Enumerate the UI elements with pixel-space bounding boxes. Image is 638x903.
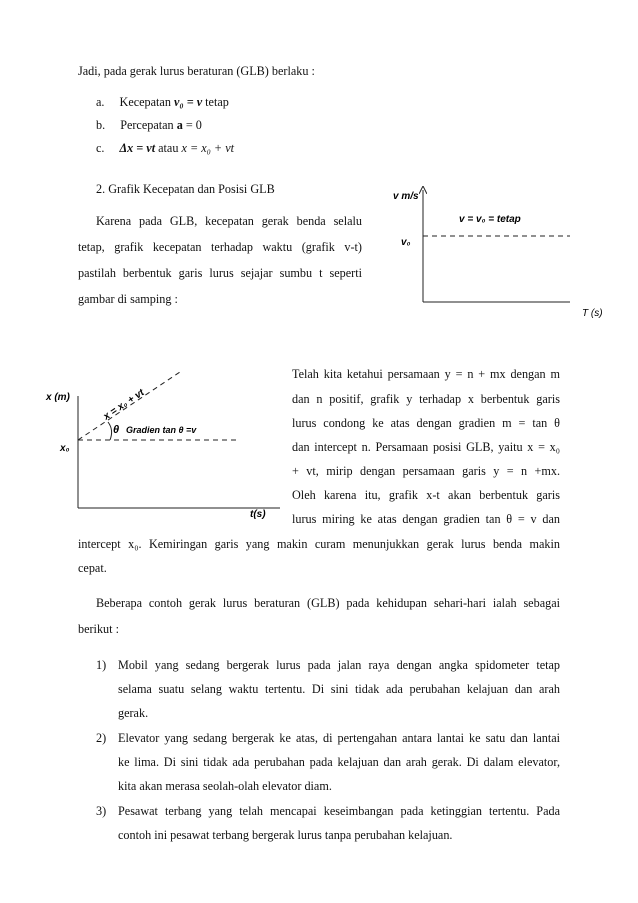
para-line: lurus condong ke atas dengan gradien m = tan θ <box>292 416 560 430</box>
para-line: tetap, grafik kecepatan terhadap waktu (grafik v-t) <box>78 240 362 254</box>
para-line: gambar di samping : <box>78 292 178 306</box>
xt-gradient-label: Gradien tan θ =v <box>126 425 197 435</box>
xt-line-label: x = x₀ + vt <box>101 387 147 423</box>
para-line: dan n positif, grafik y terhadap x berbentuk garis <box>292 392 560 406</box>
vt-x-axis-label: T (s) <box>582 308 603 319</box>
list-item-line: Elevator yang sedang bergerak ke atas, di pertengahan antara lantai ke satu dan lantai <box>118 731 560 745</box>
para-line: Oleh karena itu, grafik x-t akan berbentuk garis <box>292 488 560 502</box>
para-line: Telah kita ketahui persamaan y = n + mx dengan m <box>292 367 560 381</box>
para-line: pastilah berbentuk garis lurus sejajar sumbu t seperti <box>78 266 362 280</box>
prop-marker: a. <box>96 95 105 109</box>
para-line: Karena pada GLB, kecepatan gerak benda selalu <box>96 214 362 228</box>
formula: v₀ = v <box>174 95 203 109</box>
prop-b: b. Percepatan a = 0 <box>96 118 202 132</box>
theta-symbol: θ <box>113 424 120 436</box>
list-marker: 2) <box>96 731 107 745</box>
prop-a: a. Kecepatan v₀ = v tetap <box>96 95 229 109</box>
para-line: berikut : <box>78 622 119 636</box>
list-marker: 3) <box>96 804 107 818</box>
prop-c: c. Δx = vt atau x = x₀ + vt <box>96 141 234 155</box>
prop-marker: b. <box>96 118 106 132</box>
para-line: lurus miring ke atas dengan gradien tan θ = v dan <box>292 512 560 526</box>
xt-y-axis-label: x (m) <box>46 392 70 403</box>
list-marker: 1) <box>96 658 107 672</box>
para-line: + vt, mirip dengan persamaan garis y = n +mx. <box>292 464 560 478</box>
list-item-line: gerak. <box>118 706 149 720</box>
formula: a <box>176 118 183 132</box>
formula: x = x₀ + vt <box>181 141 234 155</box>
list-item-line: selama suatu selang waktu tertentu. Di sini tidak ada perubahan kelajuan dan arah <box>118 682 560 696</box>
theta-arc <box>108 422 112 440</box>
list-item-line: Pesawat terbang yang telah mencapai keseimbangan pada ketinggian tertentu. Pada <box>118 804 560 818</box>
intro-text: Jadi, pada gerak lurus beraturan (GLB) berlaku : <box>78 64 315 78</box>
vt-graph <box>360 178 630 323</box>
vt-y-axis-label: v m/s <box>393 191 419 202</box>
section-title: 2. Grafik Kecepatan dan Posisi GLB <box>96 182 275 196</box>
para-line: intercept x₀. Kemiringan garis yang makin curam menunjukkan gerak lurus benda makin <box>78 537 560 551</box>
list-item-line: contoh ini pesawat terbang bergerak lurus tanpa perubahan kelajuan. <box>118 828 453 842</box>
list-item-line: ke lima. Di sini tidak ada perubahan pada kelajuan dan arah gerak. Di dalam elevator, <box>118 755 560 769</box>
xt-x-axis-label: t(s) <box>250 509 266 520</box>
vt-line-label: v = v₀ = tetap <box>459 214 521 225</box>
list-item-line: Mobil yang sedang bergerak lurus pada jalan raya dengan angka spidometer tetap <box>118 658 560 672</box>
list-item-line: kita akan merasa seolah-olah elevator diam. <box>118 779 332 793</box>
para-line: cepat. <box>78 561 107 575</box>
vt-v0-label: v₀ <box>401 237 411 248</box>
xt-graph <box>40 360 290 520</box>
xt-x0-label: x₀ <box>60 443 70 454</box>
prop-marker: c. <box>96 141 105 155</box>
para-line: dan intercept n. Persamaan posisi GLB, yaitu x = x₀ <box>292 440 560 454</box>
formula: Δx = vt <box>119 141 156 155</box>
para-line: Beberapa contoh gerak lurus beraturan (GLB) pada kehidupan sehari-hari ialah sebagai <box>96 596 560 610</box>
